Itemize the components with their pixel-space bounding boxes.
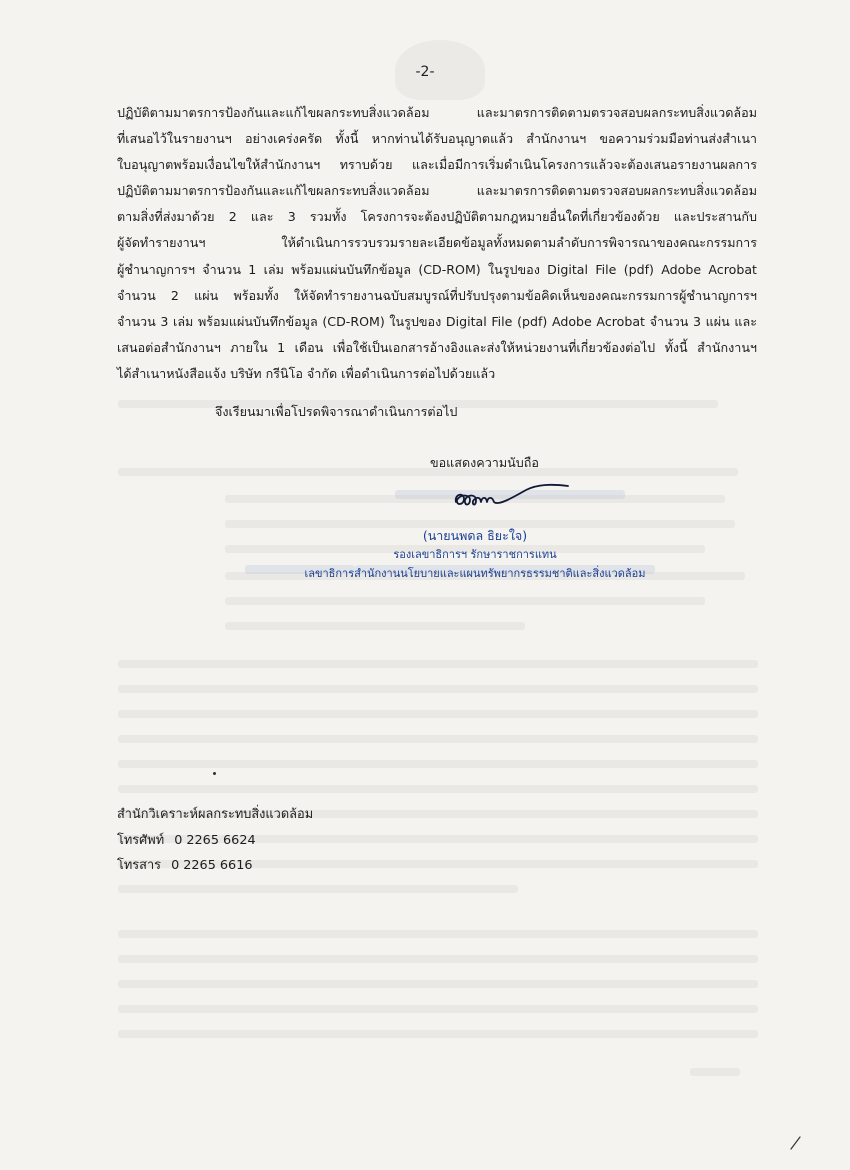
body-paragraph bbox=[117, 100, 757, 387]
page-number: -2- bbox=[415, 64, 435, 80]
body-line: ได้สำเนาหนังสือแจ้ง บริษัท กรีนิโอ จำกัด เพื่อดำเนินการต่อไปด้วยแล้ว bbox=[117, 365, 496, 381]
fax-line bbox=[117, 853, 313, 879]
body-line: ใบอนุญาตพร้อมเงื่อนไขให้สำนักงานฯ ทราบด้วย และเมื่อมีการเริ่มดำเนินโครงการแล้วจะต้องเสนอรายงานผลการ bbox=[117, 157, 757, 173]
office-name: สำนักวิเคราะห์ผลกระทบสิ่งแวดล้อม bbox=[117, 807, 314, 822]
phone-line bbox=[117, 828, 313, 854]
body-line: ตามสิ่งที่ส่งมาด้วย 2 และ 3 รวมทั้ง โครงการจะต้องปฏิบัติตามกฎหมายอื่นใดที่เกี่ยวข้องด้วย และประสานกับ bbox=[117, 209, 757, 225]
signer-block bbox=[300, 526, 650, 583]
pen-mark bbox=[788, 1133, 808, 1153]
ink-speck bbox=[213, 772, 216, 775]
fax-label: โทรสาร bbox=[117, 858, 162, 873]
body-line: เสนอต่อสำนักงานฯ ภายใน 1 เดือน เพื่อใช้เป็นเอกสารอ้างอิงและส่งให้หน่วยงานที่เกี่ยวข้องต่อไป ทั้งนี้ สำนักงานฯ bbox=[117, 339, 757, 355]
phone-number: 0 2265 6624 bbox=[174, 832, 256, 848]
bleed-through-text bbox=[0, 400, 850, 1160]
closing-statement: จึงเรียนมาเพื่อโปรดพิจารณาดำเนินการต่อไป bbox=[215, 404, 458, 419]
body-line: ที่เสนอไว้ในรายงานฯ อย่างเคร่งครัด ทั้งนี้ หากท่านได้รับอนุญาตแล้ว สำนักงานฯ ขอความร่วมมือท่านส่งสำเนา bbox=[117, 131, 757, 147]
signer-position-line-2: เลขาธิการสำนักงานนโยบายและแผนทรัพยากรธรรมชาติและสิ่งแวดล้อม bbox=[304, 567, 646, 580]
body-line: ปฏิบัติตามมาตรการป้องกันและแก้ไขผลกระทบสิ่งแวดล้อม และมาตรการติดตามตรวจสอบผลกระทบสิ่งแวดล้อม bbox=[117, 105, 757, 120]
fax-number: 0 2265 6616 bbox=[171, 858, 253, 873]
body-line: จำนวน 2 แผ่น พร้อมทั้ง ให้จัดทำรายงานฉบับสมบูรณ์ที่ปรับปรุงตามข้อคิดเห็นของคณะกรรมการผู้ชำนาญการฯ bbox=[117, 287, 757, 303]
body-line: ปฏิบัติตามมาตรการป้องกันและแก้ไขผลกระทบสิ่งแวดล้อม และมาตรการติดตามตรวจสอบผลกระทบสิ่งแวดล้อม bbox=[117, 183, 757, 199]
body-line: ผู้ชำนาญการฯ จำนวน 1 เล่ม พร้อมแผ่นบันทึกข้อมูล (CD-ROM) ในรูปของ Digital File (pdf) Adobe Acrobat bbox=[117, 261, 757, 277]
body-line: จำนวน 3 เล่ม พร้อมแผ่นบันทึกข้อมูล (CD-ROM) ในรูปของ Digital File (pdf) Adobe Acrobat จำนวน 3 แผ่น และ bbox=[117, 313, 757, 329]
phone-label: โทรศัพท์ bbox=[117, 832, 165, 848]
signer-position-line-1: รองเลขาธิการฯ รักษาราชการแทน bbox=[393, 548, 557, 561]
contact-footer bbox=[117, 802, 313, 879]
handwritten-signature bbox=[452, 480, 572, 514]
signer-name: (นายนพดล ธิยะใจ) bbox=[422, 528, 528, 543]
regards-line: ขอแสดงความนับถือ bbox=[430, 455, 539, 470]
body-line: ผู้จัดทำรายงานฯ ให้ดำเนินการรวบรวมรายละเอียดข้อมูลทั้งหมดตามลำดับการพิจารณาของคณะกรรมการ bbox=[117, 235, 757, 251]
